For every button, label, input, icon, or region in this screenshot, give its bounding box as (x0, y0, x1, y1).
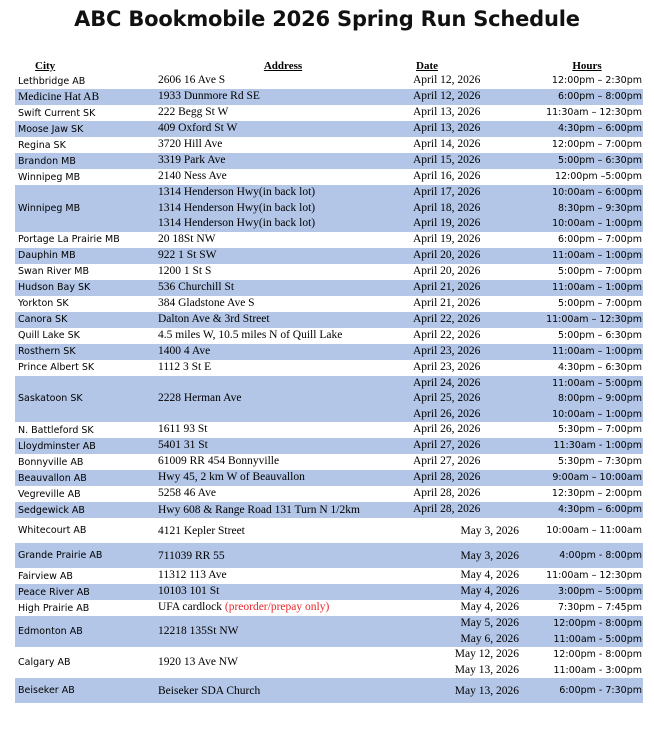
schedule-row (15, 360, 643, 376)
cell-address (155, 264, 411, 280)
cell-address (155, 248, 411, 264)
cell-date (411, 169, 531, 185)
schedule-row (15, 185, 643, 232)
hours-line: 12:30pm – 2:00pm (551, 488, 642, 500)
date-line: April 12, 2026 (413, 74, 481, 87)
schedule-row (15, 137, 643, 153)
address-line: 1920 13 Ave NW (158, 655, 238, 668)
cell-address (155, 600, 411, 616)
cell-city: Winnipeg MB (15, 185, 155, 232)
cell-date (411, 73, 531, 89)
hours-line: 10:00am – 1:00pm (552, 218, 642, 229)
date-line: April 21, 2026 (413, 280, 481, 293)
schedule-row (15, 248, 643, 264)
hours-line: 11:00am – 1:00pm (552, 345, 642, 357)
address-line: Beiseker SDA Church (158, 684, 261, 697)
hours-line: 4:30pm – 6:00pm (557, 123, 642, 135)
address-line: Dalton Ave & 3rd Street (158, 312, 270, 325)
cell-city: Whitecourt AB (15, 518, 155, 543)
cell-hours (531, 328, 643, 344)
hours-line: 7:30pm – 7:45pm (557, 602, 642, 614)
date-line: April 14, 2026 (413, 138, 481, 151)
schedule-row (15, 153, 643, 169)
date-line: April 16, 2026 (413, 170, 481, 183)
cell-city: Peace River AB (15, 584, 155, 600)
cell-hours (531, 518, 643, 543)
date-line: April 28, 2026 (413, 487, 481, 500)
address-line: 1112 3 St E (158, 360, 212, 373)
schedule-row (15, 454, 643, 470)
cell-hours (531, 137, 643, 153)
hours-line: 12:00pm - 8:00pm (553, 618, 642, 629)
cell-date (411, 137, 531, 153)
schedule-row (15, 280, 643, 296)
schedule-table (15, 60, 643, 703)
cell-city: Portage La Prairie MB (15, 232, 155, 248)
schedule-row (15, 486, 643, 502)
cell-address (155, 678, 411, 703)
hours-line: 5:00pm – 7:00pm (557, 297, 642, 309)
schedule-row (15, 328, 643, 344)
schedule-row (15, 616, 643, 647)
cell-address (155, 543, 411, 568)
date-line: April 15, 2026 (413, 154, 481, 167)
address-line: 409 Oxford St W (158, 122, 238, 135)
cell-date (411, 502, 531, 518)
date-line: April 23, 2026 (413, 360, 481, 373)
date-line: April 24, 2026 (413, 376, 481, 389)
cell-address (155, 470, 411, 486)
date-line: May 4, 2026 (460, 585, 519, 598)
address-line: 1200 1 St S (158, 264, 212, 277)
hours-line: 10:00am – 1:00pm (552, 408, 642, 420)
schedule-row (15, 169, 643, 185)
cell-address (155, 296, 411, 312)
schedule-row (15, 568, 643, 584)
cell-address (155, 280, 411, 296)
address-line (158, 600, 411, 616)
cell-address (155, 153, 411, 169)
cell-address (155, 169, 411, 185)
cell-city: Moose Jaw SK (15, 121, 155, 137)
date-line: April 17, 2026 (413, 186, 481, 198)
cell-city: Grande Prairie AB (15, 543, 155, 568)
cell-date (411, 568, 531, 584)
date-line: April 20, 2026 (413, 264, 481, 277)
hours-line: 6:00pm – 8:00pm (557, 91, 642, 103)
cell-address (155, 137, 411, 153)
address-line: Hwy 45, 2 km W of Beauvallon (158, 471, 305, 484)
cell-address (155, 344, 411, 360)
cell-city: Regina SK (15, 137, 155, 153)
schedule-row (15, 584, 643, 600)
cell-address (155, 73, 411, 89)
hours-line: 11:00am – 1:00pm (552, 281, 642, 293)
cell-date (411, 280, 531, 296)
cell-city: Lloydminster AB (15, 438, 155, 454)
hours-line: 8:30pm – 9:30pm (557, 202, 642, 214)
cell-city: Yorkton SK (15, 296, 155, 312)
cell-date (411, 248, 531, 264)
cell-hours (531, 312, 643, 328)
address-line: 61009 RR 454 Bonnyville (158, 455, 280, 468)
hours-line: 11:00am - 5:00pm (553, 633, 642, 645)
cell-date (411, 312, 531, 328)
city-header: City (35, 60, 56, 72)
date-line: May 3, 2026 (460, 524, 519, 537)
cell-address (155, 616, 411, 647)
cell-city: Swift Current SK (15, 105, 155, 121)
cell-city: Dauphin MB (15, 248, 155, 264)
date-line: April 13, 2026 (413, 106, 481, 119)
hours-line: 11:30am – 12:30pm (546, 107, 642, 119)
cell-hours (531, 360, 643, 376)
schedule-row (15, 470, 643, 486)
cell-date (411, 454, 531, 470)
address-line: 20 18St NW (158, 232, 216, 245)
hours-line: 11:00am – 5:00pm (552, 377, 642, 389)
hours-line: 12:00pm –5:00pm (554, 171, 642, 183)
date-line: April 28, 2026 (413, 471, 481, 484)
date-line: April 22, 2026 (413, 328, 481, 341)
date-line: May 4, 2026 (460, 601, 519, 614)
address-line: 1611 93 St (158, 423, 208, 436)
address-line: 2228 Herman Ave (158, 392, 242, 404)
cell-address (155, 185, 411, 232)
cell-hours (531, 169, 643, 185)
address-line: 4121 Kepler Street (158, 524, 245, 537)
schedule-row (15, 600, 643, 616)
cell-hours (531, 280, 643, 296)
cell-hours (531, 422, 643, 438)
cell-hours (531, 376, 643, 423)
cell-hours (531, 89, 643, 105)
schedule-row (15, 232, 643, 248)
hours-line: 4:00pm - 8:00pm (559, 549, 642, 561)
address-line: Hwy 608 & Range Road 131 Turn N 1/2km (158, 503, 360, 516)
cell-city: Brandon MB (15, 153, 155, 169)
cell-address (155, 486, 411, 502)
cell-hours (531, 454, 643, 470)
address-line: 3319 Park Ave (158, 154, 226, 167)
cell-date (411, 470, 531, 486)
address-line: 1314 Henderson Hwy(in back lot) (158, 186, 316, 198)
schedule-row (15, 89, 643, 105)
cell-hours (531, 248, 643, 264)
cell-city: Beiseker AB (15, 678, 155, 703)
address-line: 2140 Ness Ave (158, 170, 227, 183)
hours-line: 8:00pm – 9:00pm (557, 393, 642, 404)
cell-hours (531, 296, 643, 312)
schedule-row (15, 438, 643, 454)
date-line: April 19, 2026 (413, 217, 481, 229)
cell-city: Hudson Bay SK (15, 280, 155, 296)
cell-date (411, 518, 531, 543)
cell-city: Canora SK (15, 312, 155, 328)
date-line: April 26, 2026 (413, 423, 481, 436)
hours-line: 4:30pm – 6:30pm (557, 361, 642, 373)
cell-date (411, 360, 531, 376)
address-line: 536 Churchill St (158, 280, 235, 293)
date-line: April 12, 2026 (413, 90, 481, 103)
cell-city: High Prairie AB (15, 600, 155, 616)
hours-line: 12:00pm - 8:00pm (553, 649, 642, 660)
date-line: May 4, 2026 (460, 569, 519, 582)
cell-date (411, 264, 531, 280)
cell-city: Vegreville AB (15, 486, 155, 502)
cell-city: Beauvallon AB (15, 470, 155, 486)
cell-date (411, 185, 531, 232)
date-line: April 26, 2026 (413, 407, 481, 420)
address-line: 11312 113 Ave (158, 569, 227, 582)
cell-address (155, 584, 411, 600)
cell-hours (531, 264, 643, 280)
cell-date (411, 422, 531, 438)
cell-address (155, 568, 411, 584)
cell-address (155, 312, 411, 328)
address-line: 3720 Hill Ave (158, 138, 223, 151)
schedule-row (15, 264, 643, 280)
address-line: 5258 46 Ave (158, 487, 216, 500)
cell-address (155, 105, 411, 121)
hours-line: 11:00am – 1:00pm (552, 249, 642, 261)
schedule-row (15, 678, 643, 703)
cell-city: Prince Albert SK (15, 360, 155, 376)
cell-date (411, 543, 531, 568)
cell-city: Lethbridge AB (15, 73, 155, 89)
cell-city: Quill Lake SK (15, 328, 155, 344)
cell-hours (531, 584, 643, 600)
cell-address (155, 89, 411, 105)
address-line: 384 Gladstone Ave S (158, 296, 255, 309)
hours-line: 12:00pm – 2:30pm (551, 75, 642, 87)
cell-date (411, 600, 531, 616)
cell-hours (531, 438, 643, 454)
date-header: Date (416, 60, 438, 72)
date-line: April 20, 2026 (413, 248, 481, 261)
address-line: 222 Begg St W (158, 106, 229, 119)
page-title: ABC Bookmobile 2026 Spring Run Schedule (74, 7, 580, 31)
address-text: UFA cardlock (158, 601, 222, 614)
cell-date (411, 486, 531, 502)
cell-address (155, 518, 411, 543)
cell-date (411, 153, 531, 169)
cell-date (411, 344, 531, 360)
cell-hours (531, 600, 643, 616)
hours-line: 3:00pm – 5:00pm (557, 586, 642, 598)
cell-city: Medicine Hat AB (15, 89, 155, 105)
hours-line: 11:00am - 3:00pm (553, 664, 642, 676)
schedule-row (15, 121, 643, 137)
cell-city: Sedgewick AB (15, 502, 155, 518)
schedule-row (15, 518, 643, 543)
cell-address (155, 454, 411, 470)
cell-date (411, 89, 531, 105)
hours-line: 11:30am - 1:00pm (553, 440, 642, 452)
cell-date (411, 328, 531, 344)
cell-city: Rosthern SK (15, 344, 155, 360)
header-row (15, 60, 643, 73)
date-line: May 5, 2026 (460, 617, 519, 629)
hours-line: 5:30pm – 7:00pm (557, 424, 642, 436)
cell-hours (531, 73, 643, 89)
cell-hours (531, 470, 643, 486)
hours-header: Hours (572, 60, 602, 72)
cell-address (155, 502, 411, 518)
schedule-row (15, 312, 643, 328)
date-line: April 19, 2026 (413, 232, 481, 245)
date-line: April 23, 2026 (413, 344, 481, 357)
schedule-row (15, 73, 643, 89)
cell-date (411, 232, 531, 248)
cell-date (411, 105, 531, 121)
cell-hours (531, 647, 643, 678)
hours-line: 11:00am – 12:30pm (546, 313, 642, 325)
hours-line: 5:00pm – 6:30pm (557, 155, 642, 167)
address-line: 1314 Henderson Hwy(in back lot) (158, 201, 316, 214)
cell-hours (531, 232, 643, 248)
date-line: April 28, 2026 (413, 503, 481, 516)
date-line: May 13, 2026 (454, 684, 519, 697)
cell-address (155, 328, 411, 344)
address-line: 2606 16 Ave S (158, 74, 226, 87)
cell-address (155, 360, 411, 376)
schedule-row (15, 422, 643, 438)
cell-date (411, 296, 531, 312)
hours-line: 12:00pm – 7:00pm (551, 139, 642, 151)
date-line: April 22, 2026 (413, 312, 481, 325)
cell-date (411, 647, 531, 678)
address-line: 5401 31 St (158, 439, 208, 452)
date-line: April 18, 2026 (413, 201, 481, 214)
cell-date (411, 616, 531, 647)
address-line: 1933 Dunmore Rd SE (158, 90, 260, 103)
schedule-row (15, 376, 643, 423)
schedule-row (15, 647, 643, 678)
address-line: 1400 4 Ave (158, 344, 211, 357)
address-line: 12218 135St NW (158, 624, 239, 637)
schedule-row (15, 296, 643, 312)
cell-hours (531, 502, 643, 518)
cell-hours (531, 678, 643, 703)
hours-line: 4:30pm – 6:00pm (557, 504, 642, 516)
cell-city: Bonnyville AB (15, 454, 155, 470)
cell-city: Saskatoon SK (15, 376, 155, 423)
cell-city: Swan River MB (15, 264, 155, 280)
hours-line: 10:00am – 6:00pm (552, 187, 642, 198)
cell-hours (531, 344, 643, 360)
cell-hours (531, 568, 643, 584)
date-line: April 27, 2026 (413, 455, 481, 468)
cell-city: Calgary AB (15, 647, 155, 678)
schedule-row (15, 543, 643, 568)
date-line: April 13, 2026 (413, 122, 481, 135)
hours-line: 10:00am – 11:00am (546, 524, 642, 536)
address-header: Address (263, 60, 303, 72)
hours-line: 5:30pm – 7:30pm (557, 456, 642, 468)
hours-line: 6:00pm – 7:00pm (557, 233, 642, 245)
cell-hours (531, 616, 643, 647)
cell-city: Edmonton AB (15, 616, 155, 647)
address-line: 10103 101 St (158, 585, 220, 598)
address-line: 1314 Henderson Hwy(in back lot) (158, 217, 316, 229)
cell-address (155, 121, 411, 137)
address-line: 922 1 St SW (158, 248, 217, 261)
date-line: May 13, 2026 (454, 663, 519, 676)
date-line: April 27, 2026 (413, 439, 481, 452)
address-note: (preorder/prepay only) (224, 601, 330, 614)
address-line: 711039 RR 55 (158, 549, 225, 562)
schedule-row (15, 344, 643, 360)
cell-address (155, 232, 411, 248)
date-line: April 25, 2026 (413, 392, 481, 404)
cell-city: Fairview AB (15, 568, 155, 584)
address-line: 4.5 miles W, 10.5 miles N of Quill Lake (158, 328, 343, 341)
hours-line: 9:00am – 10:00am (552, 472, 642, 484)
cell-hours (531, 153, 643, 169)
date-line: April 21, 2026 (413, 296, 481, 309)
cell-address (155, 647, 411, 678)
cell-city: Winnipeg MB (15, 169, 155, 185)
cell-date (411, 584, 531, 600)
cell-hours (531, 121, 643, 137)
cell-hours (531, 185, 643, 232)
cell-address (155, 438, 411, 454)
cell-hours (531, 543, 643, 568)
schedule-row (15, 105, 643, 121)
cell-hours (531, 486, 643, 502)
cell-date (411, 678, 531, 703)
hours-line: 5:00pm – 6:30pm (557, 329, 642, 341)
cell-address (155, 376, 411, 423)
hours-line: 11:00am – 12:30pm (546, 570, 642, 582)
hours-line: 6:00pm - 7:30pm (559, 684, 642, 696)
cell-hours (531, 105, 643, 121)
cell-date (411, 376, 531, 423)
schedule-row (15, 502, 643, 518)
hours-line: 5:00pm – 7:00pm (557, 265, 642, 277)
cell-date (411, 121, 531, 137)
cell-address (155, 422, 411, 438)
cell-date (411, 438, 531, 454)
date-line: May 3, 2026 (460, 549, 519, 562)
cell-city: N. Battleford SK (15, 422, 155, 438)
date-line: May 12, 2026 (454, 648, 519, 660)
date-line: May 6, 2026 (460, 632, 519, 645)
